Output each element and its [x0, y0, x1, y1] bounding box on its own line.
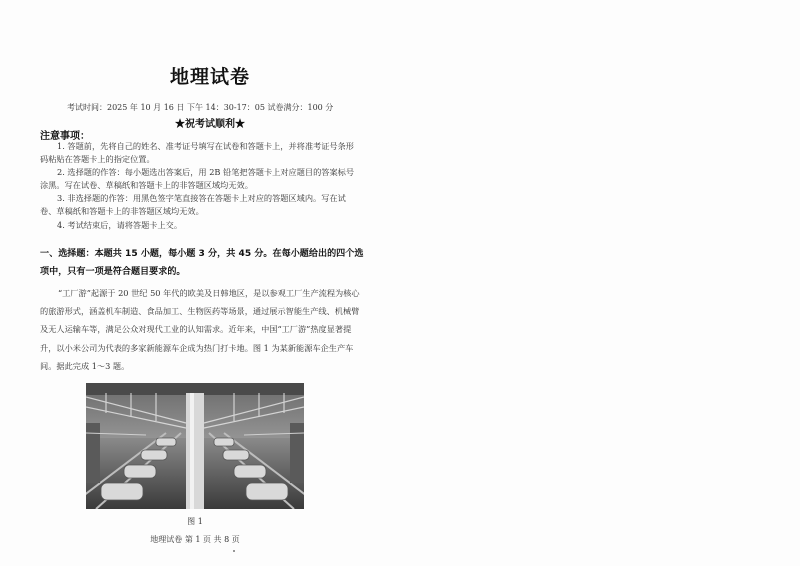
page-footer: 地理试卷 第 1 页 共 8 页 — [150, 535, 240, 544]
notice-item: 3. 非选择题的作答：用黑色签字笔直接答在答题卡上对应的答题区域内。写在试卷、草稿纸和答题卡上的非答题区域均无效。 — [40, 193, 346, 217]
scan-speck — [233, 550, 235, 552]
factory-workshop-illustration — [86, 383, 304, 509]
notice-item: 2. 选择题的作答：每小题选出答案后，用 2B 铅笔把答题卡上对应题目的答案标号涂黑。写在试卷、草稿纸和答题卡上的非答题区域均无效。 — [40, 167, 355, 191]
factory-workshop-photo — [86, 383, 304, 509]
notice-heading: 注意事项： — [40, 131, 90, 142]
good-luck-line: ★祝考试顺利★ — [175, 119, 245, 130]
section-heading: 一、选择题：本题共 15 小题，每小题 3 分，共 45 分。在每小题给出的四个选项中，只有一项是符合题目要求的。 — [40, 249, 364, 277]
notice-item: 1. 答题前，先将自己的姓名、准考证号填写在试卷和答题卡上，并将准考证号条形码粘贴在答题卡上的指定位置。 — [40, 141, 354, 165]
notice-item: 4. 考试结束后，请将答题卡上交。 — [57, 219, 183, 230]
question-passage: “工厂游”起源于 20 世纪 50 年代的欧美及日韩地区，是以参观工厂生产流程为核心的旅游形式，涵盖机车制造、食品加工、生物医药等场景，通过展示智能生产线、机械臂及无人运输车等，满足公众对现代工业的认知需求。近年来，中国“工厂游”热度显著提升，以小米公司为代表的多家新能源车企成为热门打卡地。图 1 为某新能源车企生产车间。据此完成 1～3 题。 — [40, 288, 360, 371]
notice-list — [40, 140, 360, 232]
figure-caption: 图 1 — [187, 517, 203, 526]
page-title: 地理试卷 — [169, 66, 250, 88]
exam-meta: 考试时间：2025 年 10 月 16 日 下午 14：30-17：05 试卷满分：100 分 — [67, 103, 334, 112]
